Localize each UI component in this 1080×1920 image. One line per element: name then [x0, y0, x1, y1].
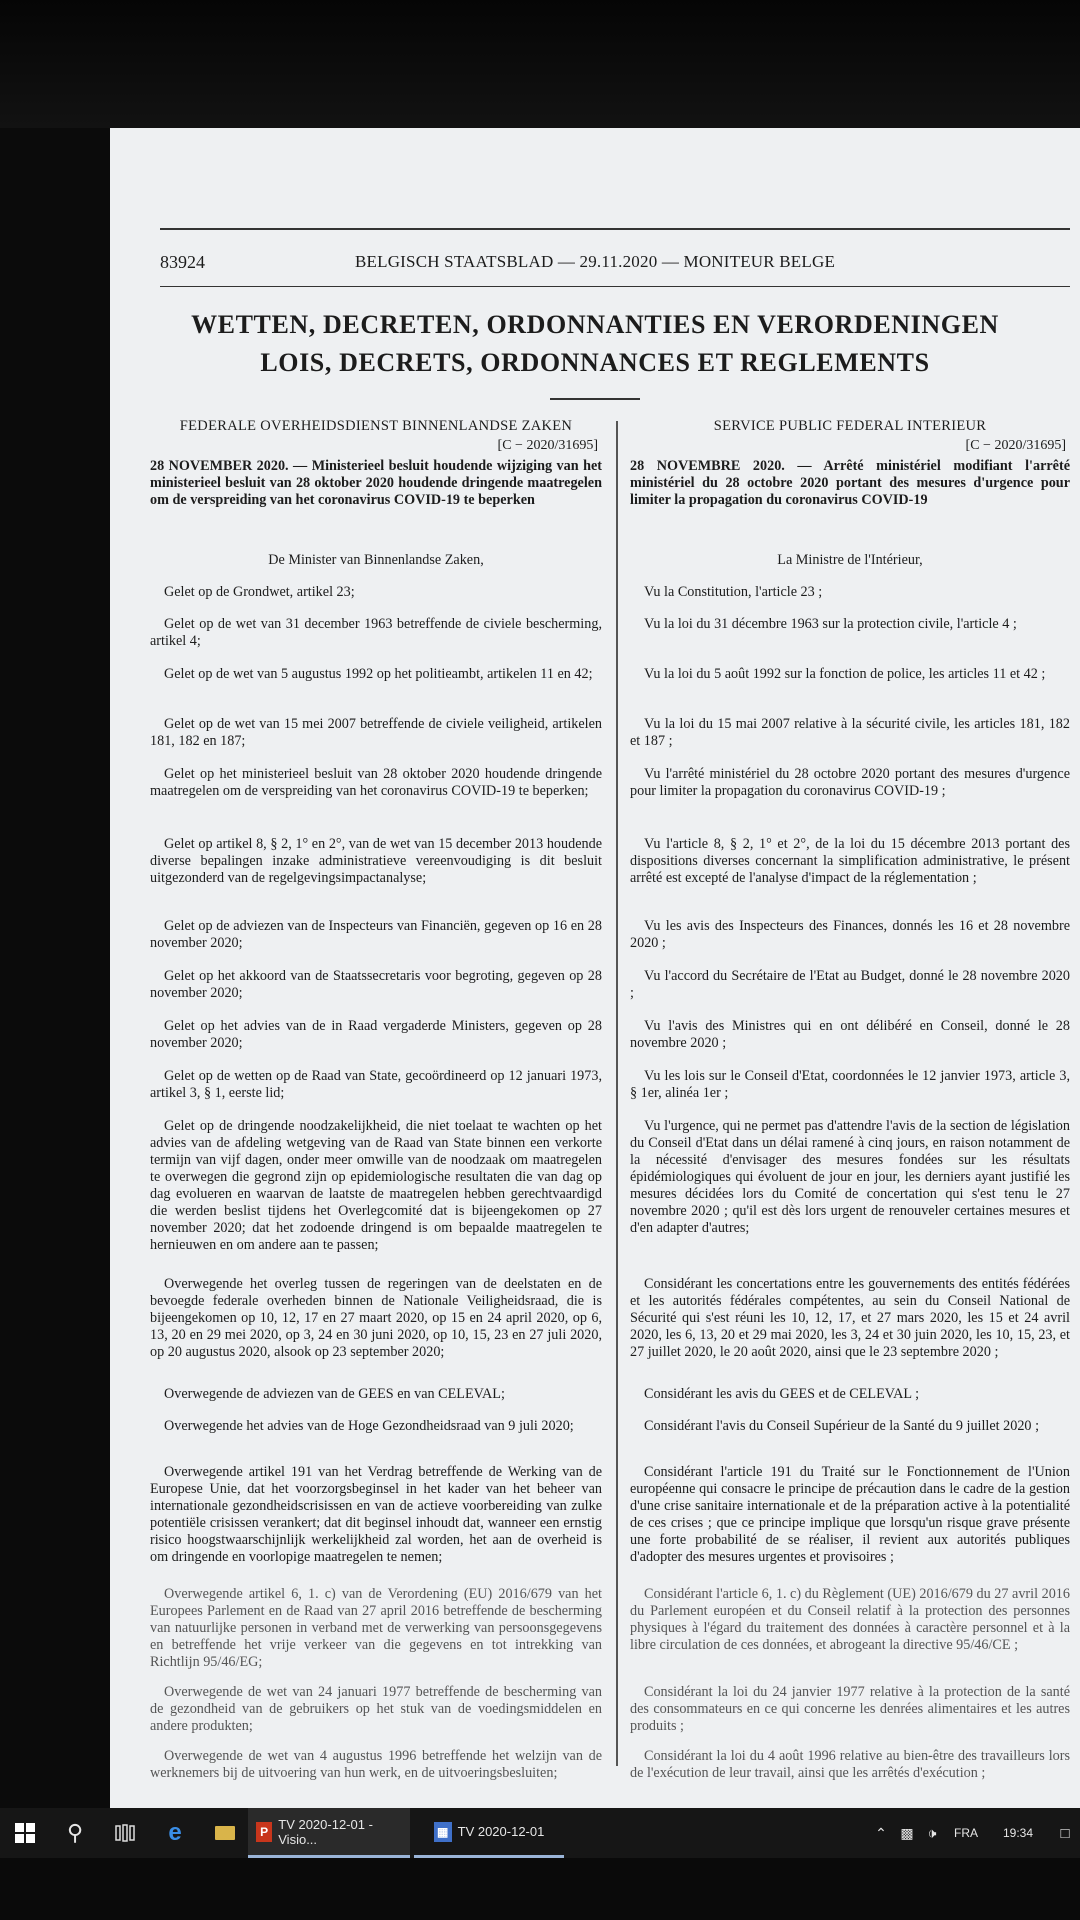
recital-paragraph: Overwegende artikel 191 van het Verdrag betreffende de Werking van de Europese Unie, dat het voorzorgsbeginsel in het kader van het beheer van internationale gezondheidscrisissen en van de actieve voorbereiding van zulke potentiële crisissen verankert; dat dit beginsel inhoudt dat, wanneer een ernstig risico hoogstwaarschijnlijk werkelijkheid zal worden, het aan de overheid is om dringende en voorlopige maatregelen te nemen; — [150, 1464, 602, 1565]
recital-paragraph: Considérant les concertations entre les gouvernements des entités fédérées et les autorités fédérales compétentes, au sein du Conseil National de Sécurité qui s'est réuni les 10, 12, 17, et 27 mars 2020, les 15 et 24 avril 2020, les 6, 13, 20 et 29 mai 2020, les 3, 24 et 30 juin 2020, les 10, 15, 23, et 27 juillet 2020, le 20 août 2020, ainsi que le 23 septembre 2020 ; — [630, 1276, 1070, 1360]
task-view-icon[interactable] — [100, 1808, 150, 1858]
photo-background-top — [0, 0, 1080, 128]
edge-browser-icon[interactable]: e — [168, 1819, 182, 1846]
recital-paragraph: Vu les lois sur le Conseil d'Etat, coordonnées le 12 janvier 1973, article 3, § 1er, alinéa 1er ; — [630, 1068, 1070, 1101]
recital-paragraph: Considérant les avis du GEES et de CELEVAL ; — [644, 1386, 920, 1402]
recital-paragraph: Gelet op de wet van 31 december 1963 betreffende de civiele bescherming, artikel 4; — [150, 616, 602, 649]
reference-number: [C − 2020/31695] — [965, 438, 1066, 453]
recital-paragraph: Overwegende de wet van 4 augustus 1996 betreffende het welzijn van de werknemers bij de uitvoering van hun werk, en de uitvoeringsbesluiten; — [150, 1748, 602, 1781]
recital-paragraph: Overwegende het advies van de Hoge Gezondheidsraad van 9 juli 2020; — [164, 1418, 574, 1434]
recital-paragraph: Overwegende de wet van 24 januari 1977 betreffende de bescherming van de gezondheid van de gebruikers op het stuk van de voedingsmiddelen en andere produkten; — [150, 1684, 602, 1734]
windows-logo-icon — [15, 1823, 35, 1843]
column-divider — [616, 421, 618, 1766]
document-viewer-screen[interactable] — [110, 128, 1080, 1808]
header-top-rule — [160, 228, 1070, 230]
pdf-app-icon: P — [256, 1822, 272, 1842]
decree-title: 28 NOVEMBRE 2020. — Arrêté ministériel modifiant l'arrêté ministériel du 28 octobre 2020 portant des mesures d'urgence pour limiter la propagation du coronavirus COVID-19 — [630, 458, 1070, 508]
recital-paragraph: Vu l'article 8, § 2, 1° et 2°, de la loi du 15 décembre 2013 portant des dispositions diverses concernant la simplification administrative, le présent arrêté est excepté de l'analyse d'impact de la réglementation ; — [630, 836, 1070, 886]
file-explorer-icon[interactable] — [200, 1808, 250, 1858]
recital-paragraph: Vu l'avis des Ministres qui en ont délibéré en Conseil, donné le 28 novembre 2020 ; — [630, 1018, 1070, 1051]
notification-icon[interactable]: □ — [1060, 1824, 1070, 1842]
taskbar-app-image-viewer[interactable] — [414, 1808, 564, 1858]
recital-paragraph: Gelet op de Grondwet, artikel 23; — [164, 584, 355, 600]
chevron-up-icon[interactable]: ⌃ — [875, 1824, 887, 1841]
recital-paragraph: Considérant l'article 6, 1. c) du Règlement (UE) 2016/679 du 27 avril 2016 du Parlement européen et du Conseil relatif à la protection des personnes physiques à l'égard du traitement des données à caractère personnel et à la libre circulation de ces données, et abrogeant la directive 95/46/CE ; — [630, 1586, 1070, 1653]
recital-paragraph: Vu l'urgence, qui ne permet pas d'attendre l'avis de la section de législation du Conseil d'Etat dans un délai ramené à cinq jours, en raison notamment de la nécessité d'envisager des mesures fondées sur les résultats épidémiologiques qui évoluent de jour en jour, les derniers ayant justifié les mesures décidées lors du Comité de concertation qui s'est tenu le 27 novembre 2020 ; qu'il est dès lors urgent de renouveler certaines mesures et d'en adapter d'autres; — [630, 1118, 1070, 1236]
recital-paragraph: Gelet op het ministerieel besluit van 28 oktober 2020 houdende dringende maatregelen om de verspreiding van het coronavirus COVID-19 te beperken; — [150, 766, 602, 799]
recital-paragraph: Gelet op de dringende noodzakelijkheid, die niet toelaat te wachten op het advies van de afdeling wetgeving van de Raad van State binnen een verkorte termijn van vijf dagen, onder meer omwille van de noodzaak om maatregelen te overwegen die gegrond zijn op epidemiologische resultaten die van dag op dag evolueren en waarvan de laatste de maatregelen hebben gerechtvaardigd die werden beslist tijdens het Overlegcomité dat is bijeengekomen op 27 november 2020; dat het zodoende dringend is om bepaalde maatregelen te hernieuwen en om andere aan te passen; — [150, 1118, 602, 1253]
clock[interactable]: 19:34 — [1002, 1826, 1034, 1840]
recital-paragraph: Vu la loi du 15 mai 2007 relative à la sécurité civile, les articles 181, 182 et 187 ; — [630, 716, 1070, 749]
input-language[interactable]: FRA — [954, 1826, 978, 1840]
recital-paragraph: Considérant l'avis du Conseil Supérieur de la Santé du 9 juillet 2020 ; — [644, 1418, 1040, 1434]
reference-number: [C − 2020/31695] — [497, 438, 598, 453]
recital-paragraph: Vu la Constitution, l'article 23 ; — [644, 584, 823, 600]
search-icon[interactable]: ⚲ — [66, 1820, 84, 1845]
recital-paragraph: Vu l'accord du Secrétaire de l'Etat au Budget, donné le 28 novembre 2020 ; — [630, 968, 1070, 1001]
gazette-title: BELGISCH STAATSBLAD — 29.11.2020 — MONITEUR BELGE — [355, 252, 836, 271]
recital-paragraph: Overwegende de adviezen van de GEES en van CELEVAL; — [164, 1386, 505, 1402]
title-separator — [550, 398, 640, 400]
recital-paragraph: Overwegende het overleg tussen de regeringen van de deelstaten en de bevoegde federale overheden binnen de Nationale Veiligheidsraad, die is bijeengekomen op 10, 12, 17 en 27 maart 2020, op 15 en 24 april 2020, op 6, 13, 20 en 29 mei 2020, op 3, 24 en 30 juni 2020, op 10, 15, 23 en 27 juli 2020, op 20 augustus 2020, alsook op 23 september 2020; — [150, 1276, 602, 1360]
recital-paragraph: Overwegende artikel 6, 1. c) van de Verordening (EU) 2016/679 van het Europees Parlement en de Raad van 27 april 2016 betreffende de bescherming van natuurlijke personen in verband met de verwerking van persoonsgegevens en betreffende het vrije verkeer van die gegevens en tot intrekking van Richtlijn 95/46/EG; — [150, 1586, 602, 1670]
recital-paragraph: Gelet op het advies van de in Raad vergaderde Ministers, gegeven op 28 november 2020; — [150, 1018, 602, 1051]
recital-paragraph: Vu la loi du 31 décembre 1963 sur la protection civile, l'article 4 ; — [644, 616, 1017, 632]
page-number: 83924 — [160, 252, 205, 272]
recital-paragraph: Gelet op het akkoord van de Staatssecretaris voor begroting, gegeven op 28 november 2020; — [150, 968, 602, 1001]
section-title — [110, 306, 1080, 382]
photo-background-bottom — [0, 1858, 1080, 1920]
taskbar-app-pdf-viewer[interactable] — [248, 1808, 410, 1858]
recital-paragraph: Considérant l'article 191 du Traité sur le Fonctionnement de l'Union européenne qui consacre le principe de précaution dans le cadre de la gestion d'une crise sanitaire internationale et de la préparation active à la potentialité de ces crises ; que ce principe implique que lorsqu'un risque grave présente une forte probabilité de se réaliser, il revient aux autorités publiques d'adopter des mesures urgentes et provisoires ; — [630, 1464, 1070, 1565]
gazette-header — [160, 236, 1070, 286]
recital-paragraph: Considérant la loi du 24 janvier 1977 relative à la protection de la santé des consommateurs en ce qui concerne les denrées alimentaires et les autres produits ; — [630, 1684, 1070, 1734]
recital-paragraph: Vu la loi du 5 août 1992 sur la fonction de police, les articles 11 et 42 ; — [644, 666, 1046, 682]
start-button[interactable] — [0, 1808, 50, 1858]
recital-paragraph: Considérant la loi du 4 août 1996 relative au bien-être des travailleurs lors de l'exécution de leur travail, ainsi que les arrêtés d'exécution ; — [630, 1748, 1070, 1781]
recital-paragraph: Gelet op de wet van 15 mei 2007 betreffende de civiele veiligheid, artikelen 181, 182 en 187; — [150, 716, 602, 749]
decree-title: 28 NOVEMBER 2020. — Ministerieel besluit houdende wijziging van het ministerieel besluit van 28 oktober 2020 houdende dringende maatregelen om de verspreiding van het coronavirus COVID-19 te beperken — [150, 458, 602, 508]
viewer-app-icon: ▦ — [434, 1822, 452, 1842]
section-title-dutch: WETTEN, DECRETEN, ORDONNANTIES EN VERORDENINGEN — [191, 310, 999, 339]
volume-icon[interactable]: 🕩 — [927, 1824, 937, 1841]
recital-paragraph: Gelet op de adviezen van de Inspecteurs van Financiën, gegeven op 16 en 28 november 2020; — [150, 918, 602, 951]
section-title-french: LOIS, DECRETS, ORDONNANCES ET REGLEMENTS — [260, 348, 930, 377]
ministry-name: FEDERALE OVERHEIDSDIENST BINNENLANDSE ZAKEN — [179, 418, 573, 434]
recital-paragraph: Vu l'arrêté ministériel du 28 octobre 2020 portant des mesures d'urgence pour limiter la propagation du coronavirus COVID-19 ; — [630, 766, 1070, 799]
minister-line: De Minister van Binnenlandse Zaken, — [268, 552, 484, 568]
recital-paragraph: Gelet op artikel 8, § 2, 1° en 2°, van de wet van 15 december 2013 houdende diverse bepalingen inzake administratieve vereenvoudiging is dit besluit uitgezonderd van de regelgevingsimpactanalyse; — [150, 836, 602, 886]
ministry-name: SERVICE PUBLIC FEDERAL INTERIEUR — [713, 418, 987, 434]
recital-paragraph: Vu les avis des Inspecteurs des Finances, donnés les 16 et 28 novembre 2020 ; — [630, 918, 1070, 951]
recital-paragraph: Gelet op de wetten op de Raad van State, gecoördineerd op 12 januari 1973, artikel 3, § 1, eerste lid; — [150, 1068, 602, 1101]
header-bottom-rule — [160, 286, 1070, 287]
recital-paragraph: Gelet op de wet van 5 augustus 1992 op het politieambt, artikelen 11 en 42; — [164, 666, 593, 682]
windows-taskbar — [0, 1808, 1080, 1858]
minister-line: La Ministre de l'Intérieur, — [777, 552, 923, 568]
taskbar-app-label: TV 2020-12-01 - Visio... — [278, 1816, 373, 1847]
network-icon[interactable]: ▩ — [900, 1824, 914, 1841]
taskbar-app-label: TV 2020-12-01 — [457, 1824, 545, 1839]
